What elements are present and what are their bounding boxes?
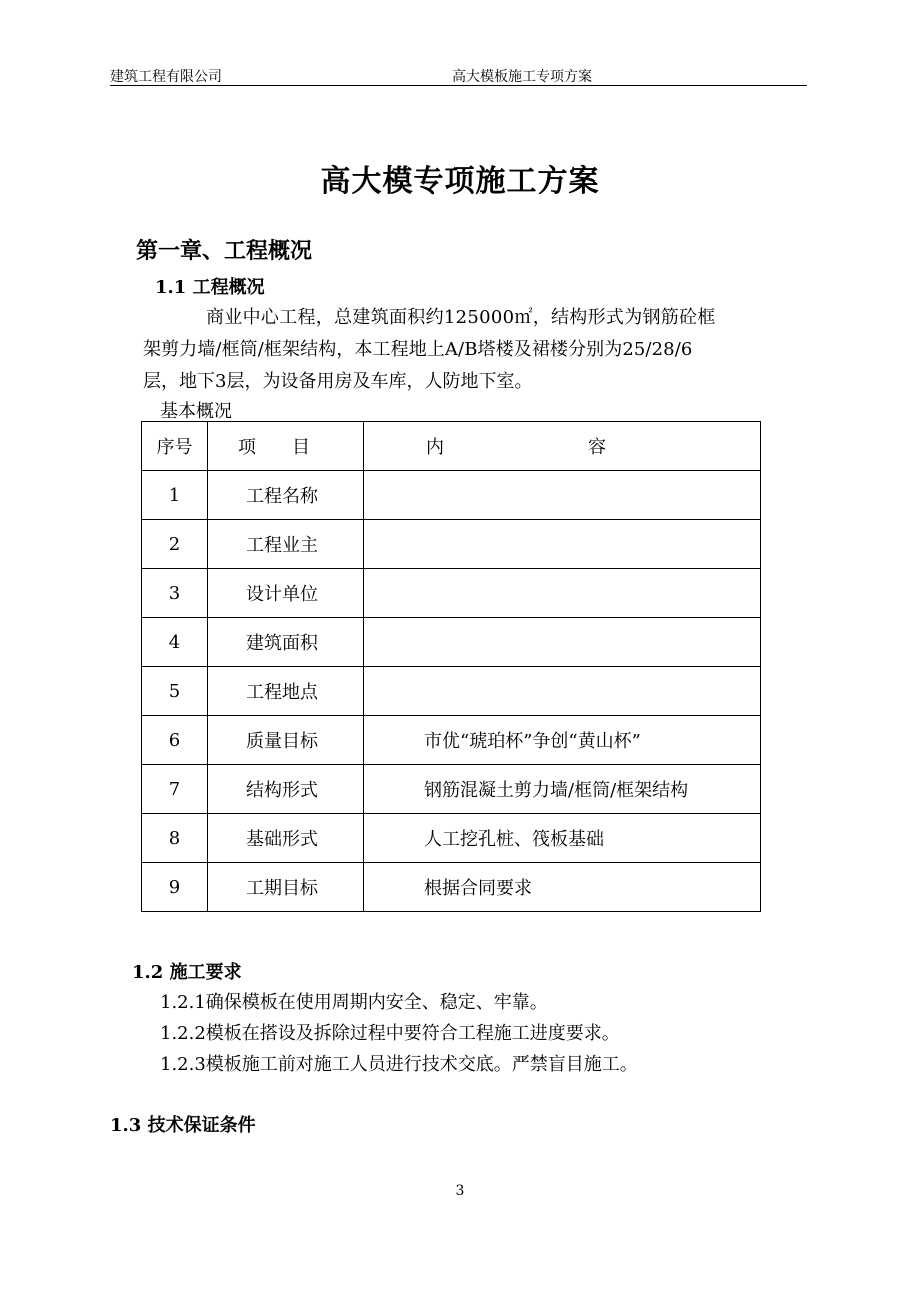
table-cell-item: 工程业主 <box>208 520 364 569</box>
table-cell-no: 7 <box>142 765 208 814</box>
table-cell-item: 质量目标 <box>208 716 364 765</box>
requirement-item-2: 1.2.2模板在搭设及拆除过程中要符合工程施工进度要求。 <box>160 1023 620 1044</box>
header-rule <box>110 85 807 86</box>
table-cell-content: 市优“琥珀杯”争创“黄山杯” <box>364 716 761 765</box>
table-header-row <box>142 422 761 471</box>
paragraph-line-3: 层，地下3层，为设备用房及车库，人防地下室。 <box>143 371 533 392</box>
paragraph-line-2: 架剪力墙/框筒/框架结构，本工程地上A/B塔楼及裙楼分别为25/28/6 <box>143 339 693 360</box>
table-cell-no: 9 <box>142 863 208 912</box>
table-row <box>142 863 761 912</box>
table-cell-content <box>364 667 761 716</box>
table-cell-no: 1 <box>142 471 208 520</box>
table-cell-item: 建筑面积 <box>208 618 364 667</box>
table-cell-item: 设计单位 <box>208 569 364 618</box>
table-cell-content <box>364 569 761 618</box>
table-cell-no: 5 <box>142 667 208 716</box>
table-header-cell: 项 目 <box>208 422 364 471</box>
table-cell-content <box>364 520 761 569</box>
table-row <box>142 471 761 520</box>
table-row <box>142 765 761 814</box>
table-cell-content: 钢筋混凝土剪力墙/框筒/框架结构 <box>364 765 761 814</box>
table-cell-item: 工程地点 <box>208 667 364 716</box>
chapter-heading: 第一章、工程概况 <box>136 238 313 264</box>
requirement-item-3: 1.2.3模板施工前对施工人员进行技术交底。严禁盲目施工。 <box>160 1054 638 1075</box>
table-header-cell: 序号 <box>142 422 208 471</box>
table-cell-content: 根据合同要求 <box>364 863 761 912</box>
table-row <box>142 667 761 716</box>
table-cell-no: 6 <box>142 716 208 765</box>
table-row <box>142 716 761 765</box>
table-cell-content <box>364 618 761 667</box>
table-row <box>142 520 761 569</box>
table-caption: 基本概况 <box>160 401 232 422</box>
table-row <box>142 569 761 618</box>
table-row <box>142 814 761 863</box>
header-company: 建筑工程有限公司 <box>110 69 222 85</box>
requirement-item-1: 1.2.1确保模板在使用周期内安全、稳定、牢靠。 <box>160 992 548 1013</box>
page-title: 高大模专项施工方案 <box>320 164 600 199</box>
table-cell-content: 人工挖孔桩、筏板基础 <box>364 814 761 863</box>
table-cell-no: 8 <box>142 814 208 863</box>
page-number: 3 <box>455 1183 465 1199</box>
table-cell-content <box>364 471 761 520</box>
table-cell-item: 工期目标 <box>208 863 364 912</box>
section-1-2-heading: 1.2 施工要求 <box>132 962 242 983</box>
section-1-3-heading: 1.3 技术保证条件 <box>110 1115 256 1136</box>
table-cell-no: 2 <box>142 520 208 569</box>
table-cell-no: 3 <box>142 569 208 618</box>
table-cell-item: 工程名称 <box>208 471 364 520</box>
table-header-cell: 内 容 <box>364 422 761 471</box>
table-cell-no: 4 <box>142 618 208 667</box>
table-cell-item: 基础形式 <box>208 814 364 863</box>
table-cell-item: 结构形式 <box>208 765 364 814</box>
section-1-1-heading: 1.1 工程概况 <box>155 277 265 298</box>
table-row <box>142 618 761 667</box>
overview-table <box>141 421 761 912</box>
paragraph-line-1: 商业中心工程，总建筑面积约125000㎡，结构形式为钢筋砼框 <box>206 307 716 328</box>
header-doc-title: 高大模板施工专项方案 <box>452 69 592 85</box>
